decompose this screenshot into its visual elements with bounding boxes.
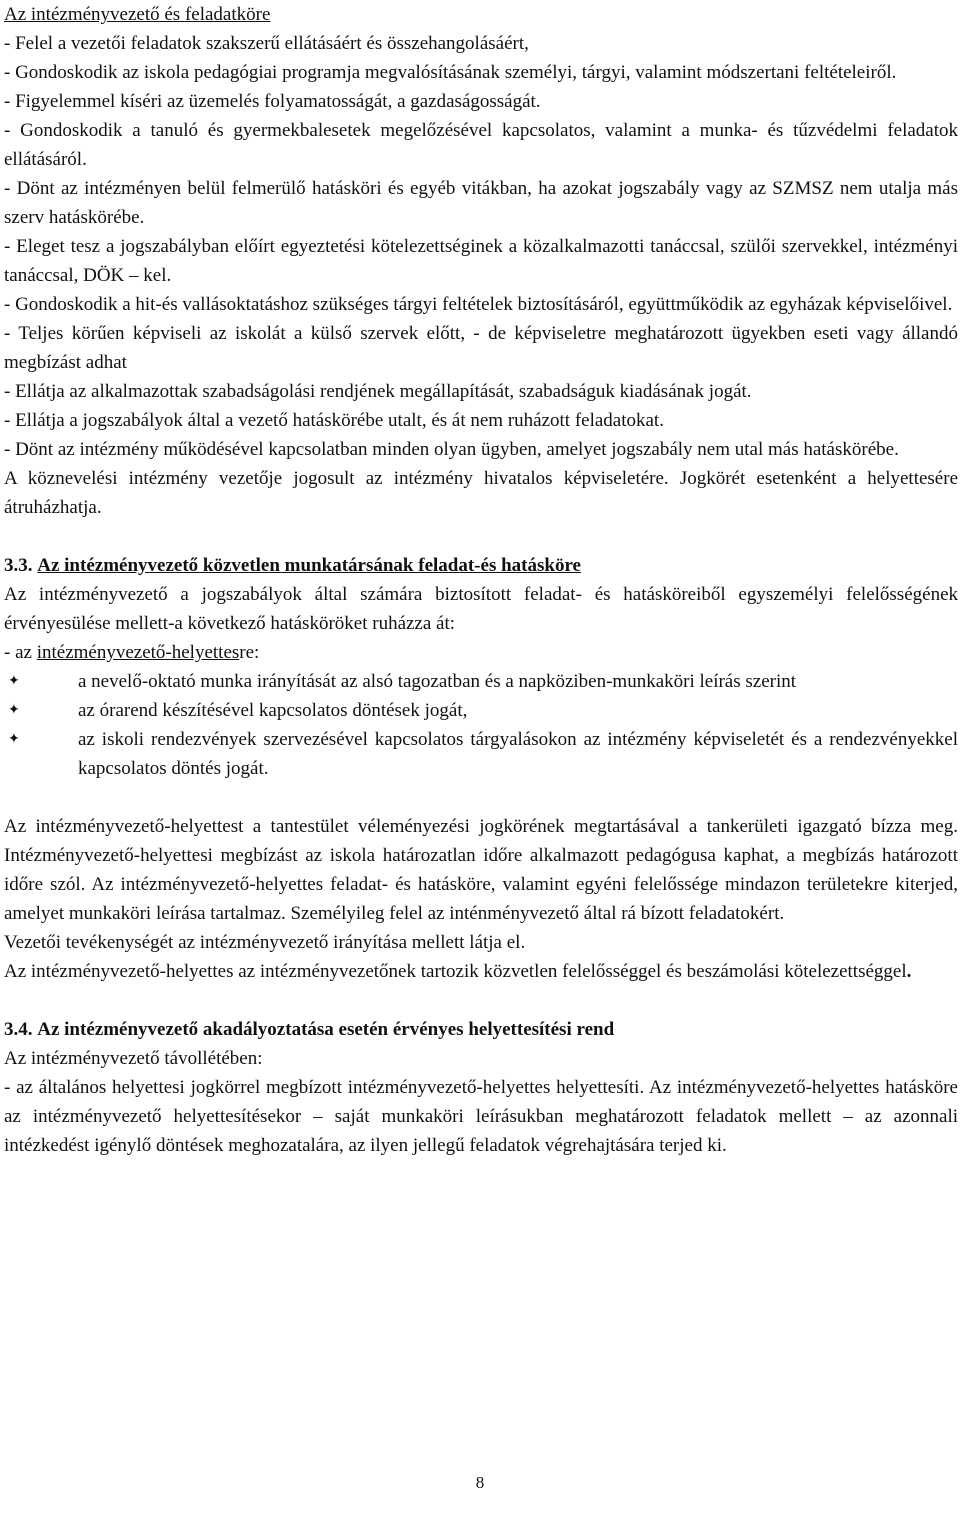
representation-paragraph: A köznevelési intézmény vezetője jogosult az intézmény hivatalos képviseletére. Jogkörét esetenként a helyettesére átruházhatja. (4, 468, 958, 518)
duty-item: - Ellátja az alkalmazottak szabadságolási rendjének megállapítását, szabadságuk kiadásának jogát. (4, 381, 752, 402)
section-number: 3.4. (4, 1019, 33, 1040)
section-title-3-4 (4, 1015, 958, 1044)
duty-item: - Eleget tesz a jogszabályban előírt egyeztetési kötelezettséginek a közalkalmazotti tanáccsal, szülői szervekkel, intézményi tanáccsal, DÖK – kel. (4, 236, 958, 286)
period: . (906, 961, 912, 982)
deputy-link-text: intézményvezető-helyettes (36, 642, 240, 663)
deputy-suffix: re: (239, 642, 260, 663)
spacer (4, 522, 958, 551)
duty-item: - Teljes körűen képviseli az iskolát a külső szervek előtt, - de képviseletre meghatározott ügyekben eseti vagy állandó megbízást adhat (4, 323, 958, 373)
deputy-paragraph: Az intézményvezető-helyettest a tantestület véleményezési jogkörének megtartásával a tankerületi igazgató bízza meg. Intézményvezető-helyettesi megbízást az iskola határozatlan időre alkalmazott pedagógusa kaphat, a megbízás határozott időre szól. Az intézményvezető-helyettes feladat- és hatásköre, valamint egyéni felelőssége mindazon területekre kiterjed, amelyet munkaköri leírása tartalmaz. Személyileg felel az inténményvezető által rá bízott feladatokért. (4, 816, 958, 924)
substitution-line: Az intézményvezető távollétében: (4, 1048, 263, 1069)
page-content (4, 0, 958, 1160)
duty-item: - Dönt az intézmény működésével kapcsolatban minden olyan ügyben, amelyet jogszabály nem utal más hatáskörébe. (4, 439, 899, 460)
list-item (4, 696, 958, 725)
list-item (4, 725, 958, 783)
duty-item: - Ellátja a jogszabályok által a vezető hatáskörébe utalt, és át nem ruházott feladatokat. (4, 410, 664, 431)
delegated-powers-list (4, 667, 958, 783)
page-number: 8 (475, 1473, 485, 1492)
duty-item: - Gondoskodik az iskola pedagógiai programja megvalósításának személyi, tárgyi, valamint módszertani feltételeiről. (4, 62, 897, 83)
section-title: Az intézményvezető közvetlen munkatársának feladat-és hatásköre (37, 555, 581, 576)
spacer (4, 783, 958, 812)
bullet-icon: ✦ (8, 732, 20, 747)
section-title-3-3 (4, 551, 958, 580)
bullet-icon: ✦ (8, 674, 20, 689)
deputy-line (4, 638, 958, 667)
duty-item: - Gondoskodik a hit-és vallásoktatáshoz szükséges tárgyi feltételek biztosításáról, együttműködik az egyházak képviselőivel. (4, 294, 953, 315)
substitution-paragraph: - az általános helyettesi jogkörrel megbízott intézményvezető-helyettes helyettesíti. Az intézményvezető-helyettes hatásköre az intézményvezető helyettesítésekor – saját munkaköri leírásukban meghatározott feladatok mellett – az azonnali intézkedést igénylő döntések meghozatalára, az ilyen jellegű feladatok végrehajtására terjed ki. (4, 1077, 958, 1156)
duty-item: - Felel a vezetői feladatok szakszerű ellátásáért és összehangolásáért, (4, 33, 529, 54)
spacer (4, 986, 958, 1015)
list-item-text: a nevelő-oktató munka irányítását az alsó tagozatban és a napköziben-munkaköri leírás szerint (78, 671, 797, 692)
duty-item: - Gondoskodik a tanuló és gyermekbalesetek megelőzésével kapcsolatos, valamint a munka- és tűzvédelmi feladatok ellátásáról. (4, 120, 958, 170)
delegation-intro: Az intézményvezető a jogszabályok által számára biztosított feladat- és hatásköreiből egyszemélyi felelősségének érvényesülése mellett-a következő hatásköröket ruházza át: (4, 584, 958, 634)
list-item-text: az órarend készítésével kapcsolatos döntések jogát, (78, 700, 468, 721)
list-item (4, 667, 958, 696)
duty-item: - Dönt az intézményen belül felmerülő hatásköri és egyéb vitákban, ha azokat jogszabály vagy az SZMSZ nem utalja más szerv hatáskörébe. (4, 178, 958, 228)
deputy-paragraph (4, 957, 958, 986)
deputy-paragraph: Vezetői tevékenységét az intézményvezető irányítása mellett látja el. (4, 932, 526, 953)
section-number: 3.3. (4, 555, 33, 576)
deputy-accountability-text: Az intézményvezető-helyettes az intézményvezetőnek tartozik közvetlen felelősséggel és beszámolási kötelezettséggel (4, 961, 907, 982)
bullet-icon: ✦ (8, 703, 20, 718)
list-item-text: az iskoli rendezvények szervezésével kapcsolatos tárgyalásokon az intézmény képviseletét és a rendezvényekkel kapcsolatos döntés jogát. (78, 729, 958, 779)
section-heading-director: Az intézményvezető és feladatköre (4, 4, 271, 25)
section-title: Az intézményvezető akadályoztatása esetén érvényes helyettesítési rend (37, 1019, 615, 1040)
duty-item: - Figyelemmel kíséri az üzemelés folyamatosságát, a gazdaságosságát. (4, 91, 541, 112)
deputy-prefix: - az (4, 642, 37, 663)
